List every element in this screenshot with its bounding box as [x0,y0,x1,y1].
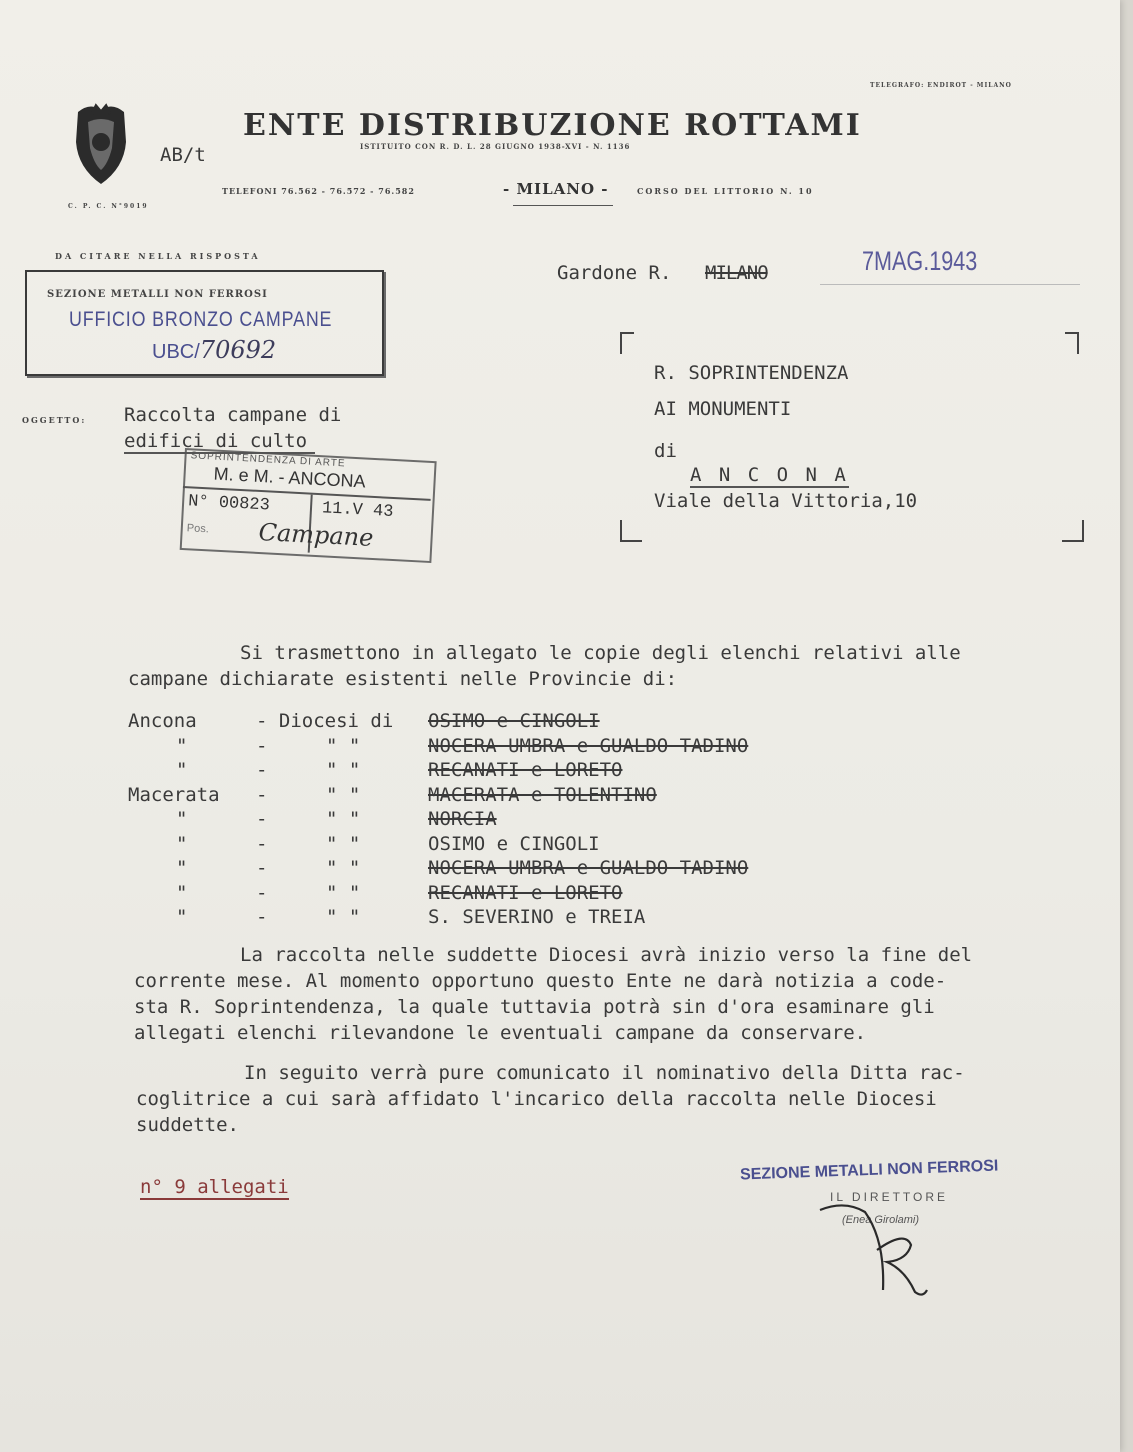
recipient-city: A N C O N A [690,464,849,486]
section-box [25,270,384,376]
protocol-number: UBC/70692 [152,336,277,364]
list-province: Ancona [128,710,197,732]
stamp-date: 11.V 43 [321,499,394,522]
list-diocese: RECANATI e LORETO [428,881,623,904]
recipient-line-2: AI MONUMENTI [654,398,792,420]
stamp-number: N° 00823 [187,492,271,516]
list-dash: - [256,881,268,904]
subject-line-2: edifici di culto [124,430,315,454]
list-dash: - [256,906,268,928]
list-ditto: " " [326,906,361,928]
list-diocese: S. SEVERINO e TREIA [428,906,646,928]
list-diocese-prefix: - Diocesi di [256,710,394,732]
list-dash: - [256,734,268,757]
signature-scribble-icon [815,1200,935,1300]
subject-label: OGGETTO: [22,415,87,425]
struck-city: MILANO [705,262,768,284]
cite-note: DA CITARE NELLA RISPOSTA [55,251,261,261]
stamp-header: SOPRINTENDENZA DI ARTE [190,450,346,470]
stamp-handwritten-note: Campane [257,517,375,552]
corner-mark [1062,520,1084,542]
list-diocese: OSIMO e CINGOLI [428,710,600,732]
corner-mark [1065,332,1079,354]
section-name: SEZIONE METALLI NON FERROSI [47,289,268,300]
institution-decree: ISTITUITO CON R. D. L. 28 GIUGNO 1938-XVI - N. 1136 [360,142,631,151]
stamp-position: Pos. [186,522,210,536]
list-province: " [176,881,188,904]
list-diocese: OSIMO e CINGOLI [428,832,600,855]
corner-mark [620,332,634,354]
telegraph-address: TELEGRAFO: ENDIROT - MILANO [870,82,1012,89]
emblem-icon [70,102,132,186]
list-diocese: MACERATA e TOLENTINO [428,783,657,806]
subject-line-1: Raccolta campane di [124,404,342,426]
paragraph-2-line-1: La raccolta nelle suddette Diocesi avrà inizio verso la fine del [240,944,973,966]
list-province: " [176,832,188,855]
list-diocese: RECANATI e LORETO [428,759,623,781]
letterhead-city: - MILANO - [503,180,609,198]
phone-numbers: TELEFONI 76.562 - 76.572 - 76.582 [222,186,415,196]
list-diocese: NORCIA [428,808,497,830]
list-province: " [176,808,188,830]
list-dash: - [256,759,268,781]
attachments-note: n° 9 allegati [140,1176,289,1198]
intro-line-1: Si trasmettono in allegato le copie degli elenchi relativi alle [240,642,961,664]
corner-mark [620,520,642,542]
list-ditto: " " [326,734,361,757]
recipient-address: Viale della Vittoria,10 [654,490,918,512]
office-name: UFFICIO BRONZO CAMPANE [69,308,333,331]
intro-line-2: campane dichiarate esistenti nelle Provincie di: [128,668,678,690]
reference-code: AB/t [160,144,206,166]
paragraph-3-line-2: coglitrice a cui sarà affidato l'incarico della raccolta nelle Diocesi [136,1088,937,1110]
list-ditto: " " [326,808,361,830]
recipient-line-1: R. SOPRINTENDENZA [654,362,849,384]
list-ditto: " " [326,759,361,781]
stamp-office: M. e M. - ANCONA [213,463,367,492]
director-name: (Enea Girolami) [842,1214,920,1226]
director-title: IL DIRETTORE [830,1190,949,1204]
list-province: " [176,906,188,928]
paragraph-2-line-4: allegati elenchi rilevandone le eventuali campane da conservare. [134,1022,867,1044]
paragraph-2-line-2: corrente mese. Al momento opportuno questo Ente ne darà notizia a code- [134,970,947,992]
list-ditto: " " [326,857,361,879]
signature-section: SEZIONE METALLI NON FERROSI [739,1157,999,1184]
paragraph-3-line-1: In seguito verrà pure comunicato il nominativo della Ditta rac- [244,1062,965,1084]
list-ditto: " " [326,832,361,855]
list-province: " [176,759,188,781]
organization-name: ENTE DISTRIBUZIONE ROTTAMI [243,108,862,143]
receipt-stamp [180,448,435,561]
recipient-line-3: di [654,440,677,462]
list-ditto: " " [326,881,361,904]
divider-line [513,205,613,206]
list-dash: - [256,832,268,855]
paragraph-3-line-3: suddette. [136,1114,239,1136]
list-dash: - [256,783,268,806]
list-diocese: NOCERA UMBRA e GUALDO TADINO [428,734,749,757]
letterhead-address: CORSO DEL LITTORIO N. 10 [637,186,814,196]
date-underline [820,284,1080,285]
date-stamp: 7MAG.1943 [862,246,978,276]
cpc-number: C. P. C. N°9019 [68,203,149,210]
list-dash: - [256,857,268,879]
list-ditto: " " [326,783,361,806]
list-diocese: NOCERA UMBRA e GUALDO TADINO [428,857,749,879]
list-province: " [176,734,188,757]
list-province: Macerata [128,783,220,806]
paragraph-2-line-3: sta R. Soprintendenza, la quale tuttavia potrà sin d'ora esaminare gli [134,996,935,1018]
date-place: Gardone R. [557,262,672,284]
list-province: " [176,857,188,879]
list-dash: - [256,808,268,830]
